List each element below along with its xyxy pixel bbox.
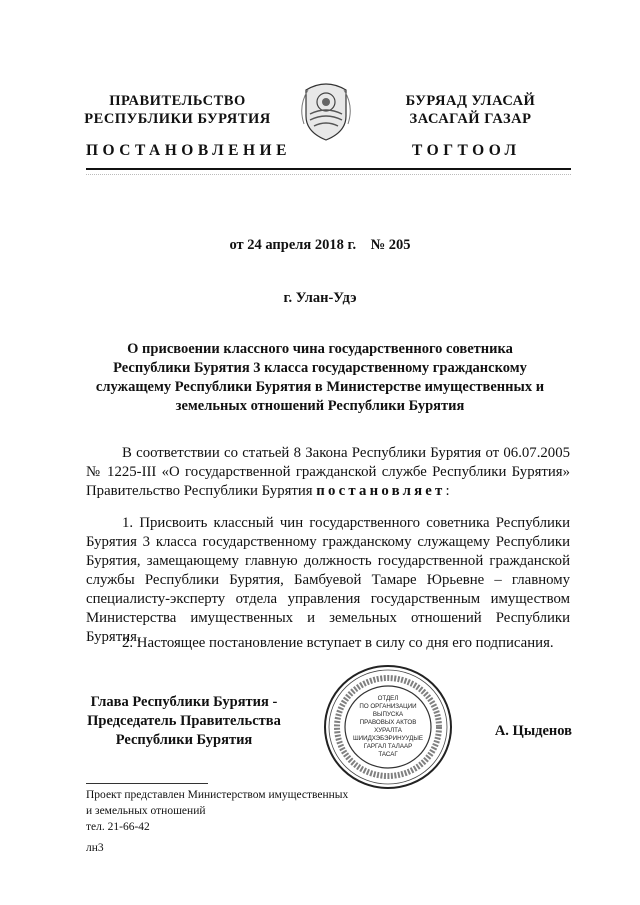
footer-rule — [86, 783, 208, 784]
government-name-bua — [378, 92, 563, 128]
signatory-title-line1: Глава Республики Бурятия - — [90, 694, 278, 710]
signatory-title-line3: Республики Бурятия — [115, 732, 253, 748]
preamble-paragraph — [86, 444, 570, 501]
stamp-inner-text — [348, 695, 428, 759]
document-type-bua: ТОГТООЛ — [412, 142, 521, 159]
government-name-ru-line2: РЕСПУБЛИКИ БУРЯТИЯ — [84, 111, 271, 127]
header-dotted-rule — [86, 174, 571, 175]
stamp-line1: ОТДЕЛ — [377, 695, 399, 702]
footer-line1: Проект представлен Министерством имущественных — [86, 789, 349, 801]
government-name-ru — [80, 92, 275, 128]
city: г. Улан-Удэ — [283, 290, 357, 306]
document-type-ru: ПОСТАНОВЛЕНИЕ — [86, 142, 291, 159]
government-name-bua-line1: БУРЯАД УЛАСАЙ — [405, 93, 536, 109]
preamble-decision-word: постановляет — [316, 483, 446, 499]
footer-line2: и земельных отношений — [86, 805, 206, 817]
subject-line4: земельных отношений Республики Бурятия — [175, 398, 465, 414]
signatory-title-line2: Председатель Правительства — [87, 713, 281, 729]
coat-of-arms-icon — [300, 80, 352, 142]
item-1-paragraph: 1. Присвоить классный чин государственного советника Республики Бурятия 3 класса государственному гражданскому служащему Республики Бурятия, замещающему главную должность государственной гражданской службы Республики Бурятия, Бамбуевой Тамаре Юрьевне – главному специалисту-эксперту отдела управления государственным имуществом Министерства имущественных и земельных отношений Республики Бурятия. — [86, 515, 570, 645]
footer-phone: тел. 21-66-42 — [86, 821, 150, 833]
footer-note — [86, 787, 406, 856]
signatory-title — [74, 693, 294, 750]
stamp-line2: ПО ОРГАНИЗАЦИИ — [359, 703, 417, 710]
stamp-line4: ПРАВОВЫХ АКТОВ — [359, 719, 417, 726]
stamp-line7: ГАРГАЛ ТАЛААР — [363, 743, 413, 750]
date-number: от 24 апреля 2018 г. № 205 — [229, 237, 411, 253]
footer-code: лн3 — [86, 842, 104, 854]
official-stamp — [322, 663, 454, 791]
document-subject — [80, 340, 560, 416]
signatory-name: А. Цыденов — [494, 723, 572, 739]
stamp-line5: ХУРАЛТА — [374, 727, 402, 734]
stamp-line8: ТАСАГ — [378, 751, 398, 758]
preamble-text: В соответствии со статьей 8 Закона Республики Бурятия от 06.07.2005 № 1225-III «О государственной гражданской службе Республики Бурятия» Правительство Республики Бурятия — [86, 445, 570, 499]
stamp-line3: ВЫПУСКА — [372, 711, 404, 718]
subject-line2: Республики Бурятия 3 класса государственному гражданскому — [113, 360, 527, 376]
item-2-paragraph: 2. Настоящее постановление вступает в силу со дня его подписания. — [122, 635, 554, 651]
preamble-tail: : — [445, 483, 450, 499]
government-name-bua-line2: ЗАСАГАЙ ГАЗАР — [409, 111, 532, 127]
subject-line3: служащему Республики Бурятия в Министерстве имущественных и — [95, 379, 545, 395]
header-rule — [86, 168, 571, 170]
subject-line1: О присвоении классного чина государственного советника — [127, 341, 513, 357]
stamp-line6: ШИИДХЭБЭРИНУУДЫЕ — [353, 735, 423, 742]
government-name-ru-line1: ПРАВИТЕЛЬСТВО — [109, 93, 246, 109]
